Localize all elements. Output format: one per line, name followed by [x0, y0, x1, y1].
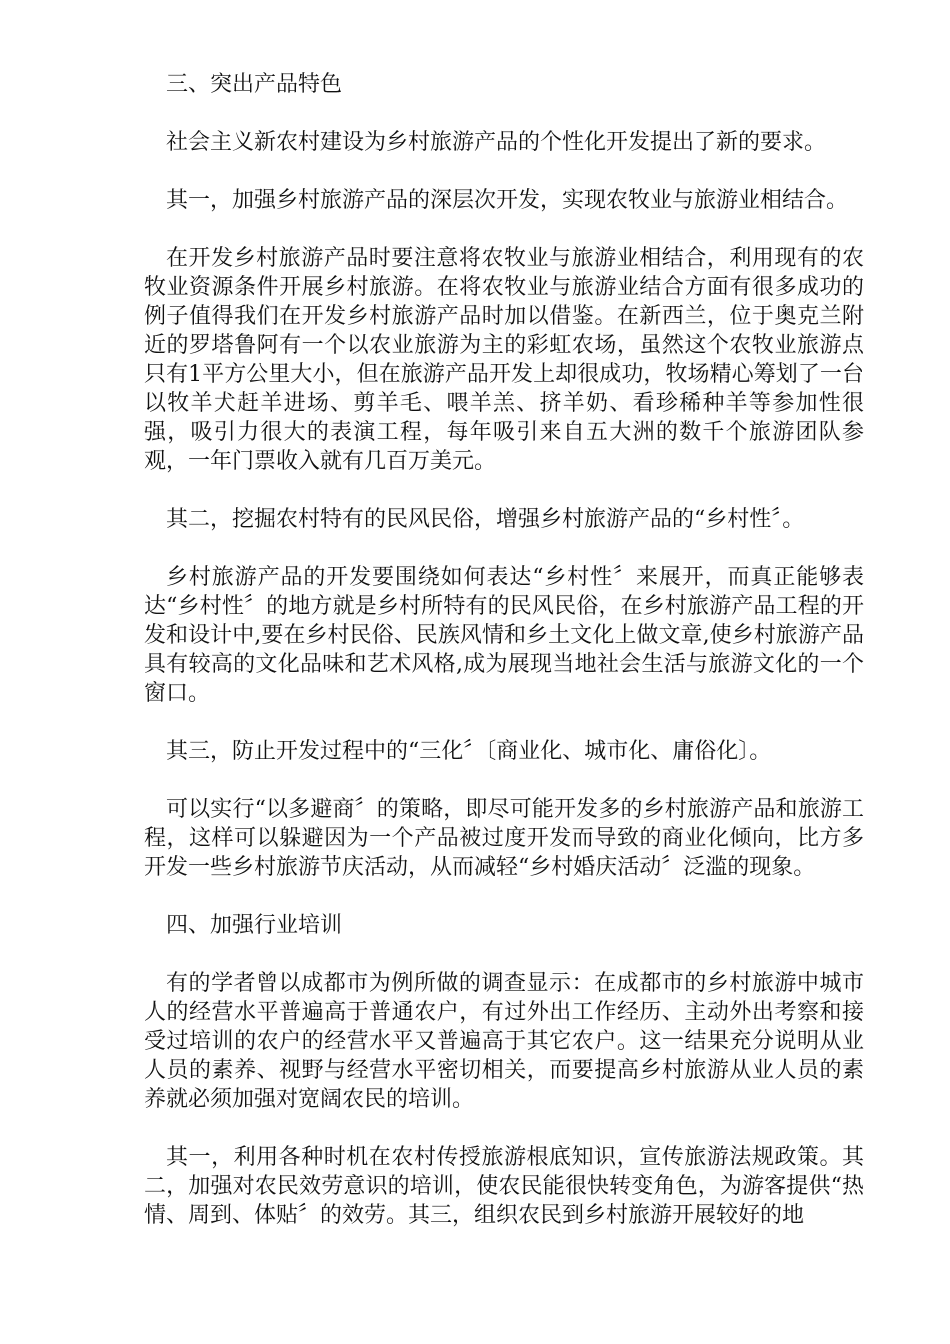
- paragraph-intro: 社会主义新农村建设为乡村旅游产品的个性化开发提出了新的要求。: [166, 130, 827, 155]
- paragraph-point-2: 其二，挖掘农村特有的民风民俗，增强乡村旅游产品的“乡村性〞。: [166, 507, 805, 532]
- paragraph-point-3: 其三，防止开发过程中的“三化〞〔商业化、城市化、庸俗化〕。: [166, 739, 772, 764]
- paragraph-newzealand-example: 在开发乡村旅游产品时要注意将农牧业与旅游业相结合，利用现有的农牧业资源条件开展乡村旅游。在将农牧业与旅游业结合方面有很多成功的例子值得我们在开发乡村旅游产品时加以借鉴。在新西兰，位于奥克兰附近的罗塔鲁阿有一个以农业旅游为主的彩虹农场，虽然这个农牧业旅游点只有1平方公里大小，但在旅游产品开发上却很成功，牧场精心筹划了一台以牧羊犬赶羊进场、剪羊毛、喂羊羔、挤羊奶、看珍稀种羊等参加性很强，吸引力很大的表演工程，每年吸引来自五大洲的数千个旅游团队参观，一年门票收入就有几百万美元。: [144, 246, 864, 474]
- document-body: [144, 70, 864, 1259]
- section-heading-4: 四、加强行业培训: [166, 913, 343, 938]
- paragraph-avoid-commercialization: 可以实行“以多避商〞的策略，即尽可能开发多的乡村旅游产品和旅游工程，这样可以躲避因为一个产品被过度开发而导致的商业化倾向，比方多开发一些乡村旅游节庆活动，从而减轻“乡村婚庆活动〞泛滥的现象。: [144, 797, 864, 880]
- paragraph-rural-character: 乡村旅游产品的开发要围绕如何表达“乡村性〞来展开，而真正能够表达“乡村性〞的地方就是乡村所特有的民风民俗，在乡村旅游产品工程的开发和设计中,要在乡村民俗、民族风情和乡土文化上做文章,使乡村旅游产品具有较高的文化品味和艺术风格,成为展现当地社会生活与旅游文化的一个窗口。: [144, 565, 864, 706]
- paragraph-chengdu-survey: 有的学者曾以成都市为例所做的调查显示：在成都市的乡村旅游中城市人的经营水平普遍高于普通农户，有过外出工作经历、主动外出考察和接受过培训的农户的经营水平又普遍高于其它农户。这一结果充分说明从业人员的素养、视野与经营水平密切相关，而要提高乡村旅游从业人员的素养就必须加强对宽阔农民的培训。: [144, 971, 864, 1112]
- paragraph-training-measures: 其一，利用各种时机在农村传授旅游根底知识，宣传旅游法规政策。其二，加强对农民效劳意识的培训，使农民能很快转变角色，为游客提供“热情、周到、体贴〞的效劳。其三，组织农民到乡村旅游开展较好的地: [144, 1145, 864, 1228]
- section-heading-3: 三、突出产品特色: [166, 72, 343, 97]
- paragraph-point-1: 其一，加强乡村旅游产品的深层次开发，实现农牧业与旅游业相结合。: [166, 188, 849, 213]
